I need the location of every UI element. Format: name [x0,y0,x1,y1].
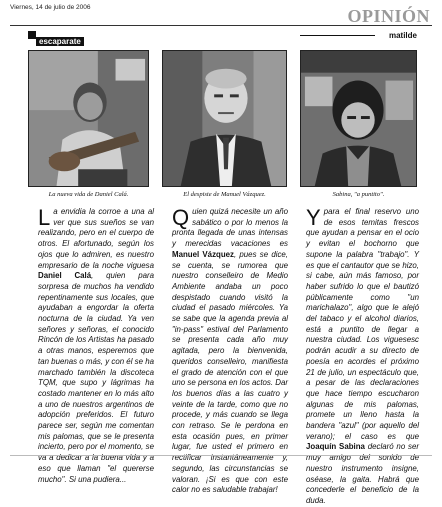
photo-manuel-vazquez [162,50,287,187]
dropcap: Q [172,205,190,230]
article-text: a envidia la corroe a una al ver que sus sueños se van realizando, pero en el cuerpo de otros. El afortunado, según los ojos que lo admiren, es nuestro empresario de la noche viguesa [38,207,154,270]
bottom-rule [10,455,432,456]
dateline: Viernes, 14 de julio de 2006 [10,4,91,11]
dropcap: L [38,205,51,230]
badge-square-icon [28,31,36,39]
person-name: Manuel Vázquez [172,249,234,259]
photo-daniel-cala [28,50,149,187]
article-text: para el final reservo uno de esos temitas frescos que ayudan a pensar en el ocio y evitan el bochorno que supone la palabra "trabajo". Y es que el cantautor que se hizo, si cabe, aún más famoso, por haber sufrido lo que el bautizó públicamente como "un marichalazo", algo que le alejó del tabaco y el alcohol diarios, está a puntito de llegar a nuestra ciudad. Los viguesesc podrán acudir a su directo de poesía en acordes el próximo 21 de julio, un espectáculo que, a pesar de las declaraciones que hace tiempo escucharon algunas de mis palomas, promete un lleno hasta la bandera "azul" (por aquello del verano); el caso es que [306,207,419,441]
article-column-2 [172,207,288,496]
person-name: Joaquín Sabina [306,442,365,452]
dropcap: Y [306,205,321,230]
article-text: declaró no ser muy amigo del sonido de nuestro instrumento insigne, oséase, la gaita. Habrá que concederle el beneficio de la duda. [306,442,419,505]
top-rule [10,25,432,26]
photo-caption: El despiste de Manuel Vázquez. [183,191,266,198]
article-column-3 [306,207,419,507]
article-text: uien quizá necesite un año sabático o por lo menos la pronta llegada de unas intensas y merecidas vacaciones es [172,207,288,249]
section-title: OPINIÓN [347,6,430,26]
column-header-escaparate [28,31,148,46]
column-label: escaparate [36,37,84,46]
column-header-matilde [300,31,417,40]
article-text: , quien para sorpresa de muchos ha vendido repentinamente sus locales, que ayudaban a engordar la oferta nocturna de la ciudad. Ya ven señores y señoras, el conocido Rincón de los Artistas ha pasado a otras manos, esperemos que tan buenas o más, y con él se ha marchado también la discoteca TQM, que supo y lágrimas ha costado mantener en lo más alto a uno de nuestros argentinos de adopción preferidos. El futuro parece ser, según me comentan mis palomas, que se le presenta incierto, pero por el momento, se va a dedicar a la buena vida y a eso que llaman "el quererse mucho". Si una pudiera... [38,271,154,484]
header-rule [300,35,375,36]
person-name: Daniel Calá [38,271,92,281]
author-name: matilde [388,31,417,40]
article-column-1 [38,207,154,485]
photo-caption: La nueva vida de Daniel Calá. [48,191,129,198]
article-text: , pues se dice, se cuenta, se rumorea que nuestro conselleiro de Medio Ambiente andaba un poco despistado cuando visitó la ciudad el pasado miércoles. Ya se sabe que la agenda previa al "in-pass" estival del Parlamento se presenta cada año muy agitada, pero la bienvenida, queridos conselleiro, manifiesta el grado de atención con el que uno se persona en los actos. Dar los buenos días a las cuatro y veinte de la tarde, como que no procede, y más cuando se llega con retraso. Se le perdona en esta ocasión pues, en primer lugar, fue usted el primero en rectificar instantáneamente y, segundo, las circunstancias se valoran. ¡Si es que con este calor no es saludable trabajar! [172,249,288,495]
photo-caption: Sabina, "a puntito". [332,191,385,198]
photo-joaquin-sabina [300,50,417,187]
